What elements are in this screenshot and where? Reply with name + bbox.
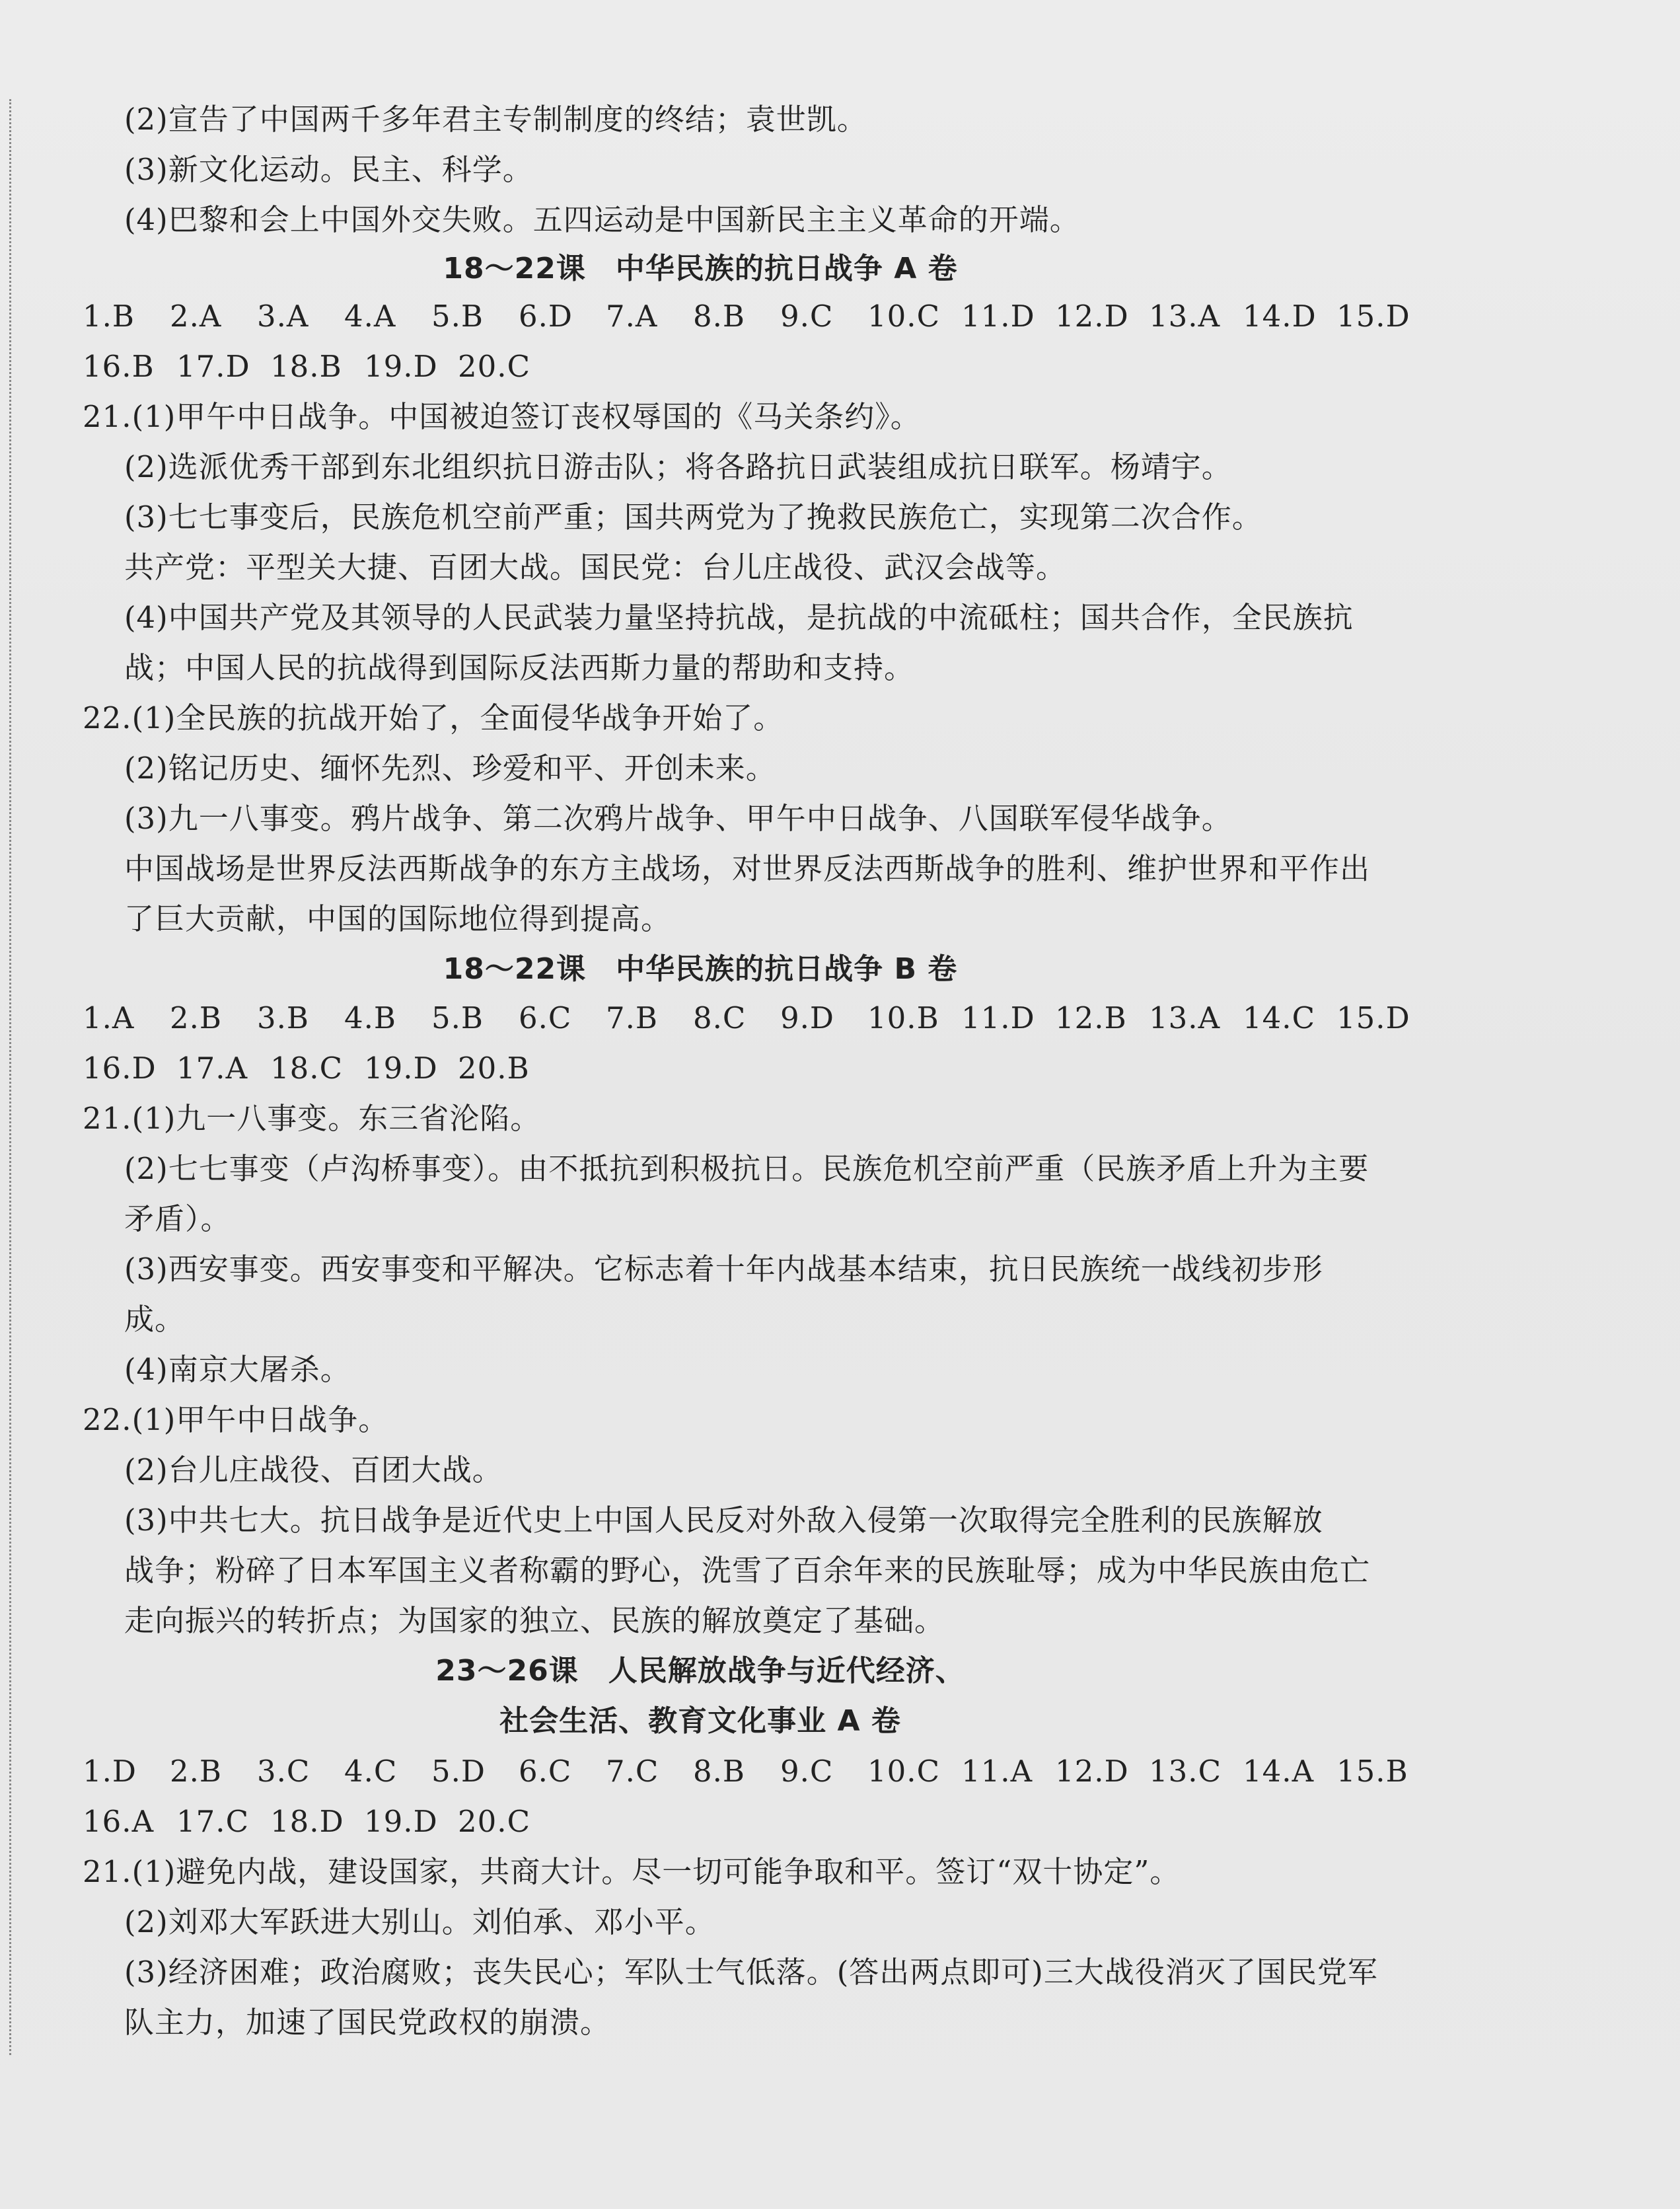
answer-item: 2.A — [170, 299, 222, 334]
answer-item: 11.D — [961, 299, 1035, 334]
answer-item: 19.D — [364, 1051, 438, 1086]
answer-item: 1.D — [83, 1754, 137, 1789]
answer-row — [83, 1796, 1680, 1848]
answer-item: 8.C — [693, 1000, 747, 1035]
text-line: (2)选派优秀干部到东北组织抗日游击队；将各路抗日武装组成抗日联军。杨靖宇。 — [124, 449, 1232, 484]
text-line: (2)铭记历史、缅怀先烈、珍爱和平、开创未来。 — [124, 751, 776, 786]
answer-item: 5.B — [431, 299, 484, 334]
section-heading-b: 18～22课 中华民族的抗日战争 B 卷 — [443, 952, 958, 986]
answer-row — [83, 1043, 1680, 1094]
answer-item: 17.A — [176, 1051, 248, 1086]
text-line: (3)九一八事变。鸦片战争、第二次鸦片战争、甲午中日战争、八国联军侵华战争。 — [124, 801, 1232, 836]
text-line: 了巨大贡献，中国的国际地位得到提高。 — [124, 901, 672, 936]
text-line: (2)七七事变（卢沟桥事变）。由不抵抗到积极抗日。民族危机空前严重（民族矛盾上升为主要 — [124, 1151, 1370, 1186]
answer-item: 9.D — [780, 1000, 835, 1035]
answer-item: 12.B — [1055, 1000, 1127, 1035]
text-line: 走向振兴的转折点；为国家的独立、民族的解放奠定了基础。 — [124, 1603, 945, 1638]
answer-item: 12.D — [1055, 1754, 1129, 1789]
answer-item: 18.C — [270, 1051, 343, 1086]
answer-row — [83, 992, 1680, 1044]
answer-item: 17.D — [176, 349, 250, 384]
answer-item: 18.D — [270, 1804, 344, 1839]
answer-item: 20.B — [458, 1051, 530, 1086]
answer-item: 18.B — [270, 349, 342, 384]
text-line: (3)经济困难；政治腐败；丧失民心；军队士气低落。(答出两点即可)三大战役消灭了国民党军 — [124, 1955, 1378, 1990]
answer-item: 13.A — [1149, 1000, 1221, 1035]
answer-item: 8.B — [693, 1754, 746, 1789]
answer-item: 1.A — [83, 1000, 135, 1035]
text-line: (4)巴黎和会上中国外交失败。五四运动是中国新民主主义革命的开端。 — [124, 202, 1080, 237]
answer-item: 15.B — [1336, 1754, 1408, 1789]
answer-item: 7.C — [606, 1754, 659, 1789]
text-line: (4)南京大屠杀。 — [124, 1352, 351, 1387]
text-line: 战；中国人民的抗战得到国际反法西斯力量的帮助和支持。 — [124, 650, 915, 685]
text-line: 成。 — [124, 1302, 186, 1337]
answer-item: 12.D — [1055, 299, 1129, 334]
text-line: (3)中共七大。抗日战争是近代史上中国人民反对外敌入侵第一次取得完全胜利的民族解放 — [124, 1503, 1323, 1538]
text-line: (2)宣告了中国两千多年君主专制制度的终结；袁世凯。 — [124, 102, 867, 137]
answer-item: 4.C — [344, 1754, 398, 1789]
section-heading-c1: 23～26课 人民解放战争与近代经济、 — [435, 1654, 965, 1688]
text-line: (3)七七事变后，民族危机空前严重；国共两党为了挽救民族危亡，实现第二次合作。 — [124, 500, 1262, 535]
answer-item: 8.B — [693, 299, 746, 334]
answer-item: 20.C — [458, 349, 530, 384]
text-line: 共产党：平型关大捷、百团大战。国民党：台儿庄战役、武汉会战等。 — [124, 550, 1067, 585]
answer-item: 7.A — [606, 299, 658, 334]
text-line: 21.(1)避免内战，建设国家，共商大计。尽一切可能争取和平。签订“双十协定”。 — [83, 1854, 1181, 1889]
answer-item: 7.B — [606, 1000, 659, 1035]
answer-item: 14.C — [1243, 1000, 1315, 1035]
text-line: (2)台儿庄战役、百团大战。 — [124, 1452, 503, 1487]
answer-item: 5.B — [431, 1000, 484, 1035]
answer-row — [83, 291, 1680, 342]
text-line: (4)中国共产党及其领导的人民武装力量坚持抗战，是抗战的中流砥柱；国共合作，全民族抗 — [124, 600, 1354, 635]
answer-item: 15.D — [1336, 1000, 1410, 1035]
text-line: 战争；粉碎了日本军国主义者称霸的野心，洗雪了百余年来的民族耻辱；成为中华民族由危亡 — [124, 1553, 1371, 1588]
text-line: 21.(1)九一八事变。东三省沦陷。 — [83, 1101, 541, 1136]
text-line: 矛盾）。 — [124, 1201, 231, 1236]
answer-item: 11.D — [961, 1000, 1035, 1035]
answer-item: 15.D — [1336, 299, 1410, 334]
answer-item: 19.D — [364, 349, 438, 384]
binding-margin-line — [9, 99, 11, 2055]
answer-item: 19.D — [364, 1804, 438, 1839]
text-line: (2)刘邓大军跃进大别山。刘伯承、邓小平。 — [124, 1904, 715, 1939]
text-line: (3)西安事变。西安事变和平解决。它标志着十年内战基本结束，抗日民族统一战线初步形 — [124, 1252, 1323, 1287]
answer-item: 9.C — [780, 1754, 834, 1789]
answer-item: 4.B — [344, 1000, 397, 1035]
answer-item: 14.A — [1243, 1754, 1315, 1789]
answer-item: 20.C — [458, 1804, 530, 1839]
answer-item: 5.D — [431, 1754, 486, 1789]
text-line: 队主力，加速了国民党政权的崩溃。 — [124, 2005, 611, 2040]
answer-item: 9.C — [780, 299, 834, 334]
answer-item: 2.B — [170, 1754, 223, 1789]
answer-item: 16.B — [83, 349, 155, 384]
answer-row — [83, 341, 1680, 393]
answer-item: 16.D — [83, 1051, 157, 1086]
answer-item: 6.C — [519, 1000, 572, 1035]
text-line: 中国战场是世界反法西斯战争的东方主战场，对世界反法西斯战争的胜利、维护世界和平作出 — [124, 851, 1371, 886]
answer-row — [83, 1746, 1680, 1797]
answer-item: 11.A — [961, 1754, 1033, 1789]
text-line: (3)新文化运动。民主、科学。 — [124, 152, 533, 187]
answer-item: 6.D — [519, 299, 573, 334]
text-line: 22.(1)全民族的抗战开始了，全面侵华战争开始了。 — [83, 700, 784, 735]
answer-item: 1.B — [83, 299, 135, 334]
answer-item: 2.B — [170, 1000, 223, 1035]
answer-item: 17.C — [176, 1804, 249, 1839]
answer-item: 10.C — [867, 299, 940, 334]
section-heading-c2: 社会生活、教育文化事业 A 卷 — [499, 1704, 901, 1738]
answer-item: 13.A — [1149, 299, 1221, 334]
answer-item: 3.C — [257, 1754, 310, 1789]
answer-item: 4.A — [344, 299, 396, 334]
answer-item: 16.A — [83, 1804, 155, 1839]
text-line: 21.(1)甲午中日战争。中国被迫签订丧权辱国的《马关条约》。 — [83, 399, 921, 434]
answer-item: 10.B — [867, 1000, 939, 1035]
text-line: 22.(1)甲午中日战争。 — [83, 1402, 389, 1437]
answer-item: 6.C — [519, 1754, 572, 1789]
answer-item: 3.A — [257, 299, 309, 334]
answer-item: 3.B — [257, 1000, 310, 1035]
answer-item: 14.D — [1243, 299, 1317, 334]
answer-item: 13.C — [1149, 1754, 1222, 1789]
section-heading-a: 18～22课 中华民族的抗日战争 A 卷 — [443, 252, 958, 285]
answer-item: 10.C — [867, 1754, 940, 1789]
